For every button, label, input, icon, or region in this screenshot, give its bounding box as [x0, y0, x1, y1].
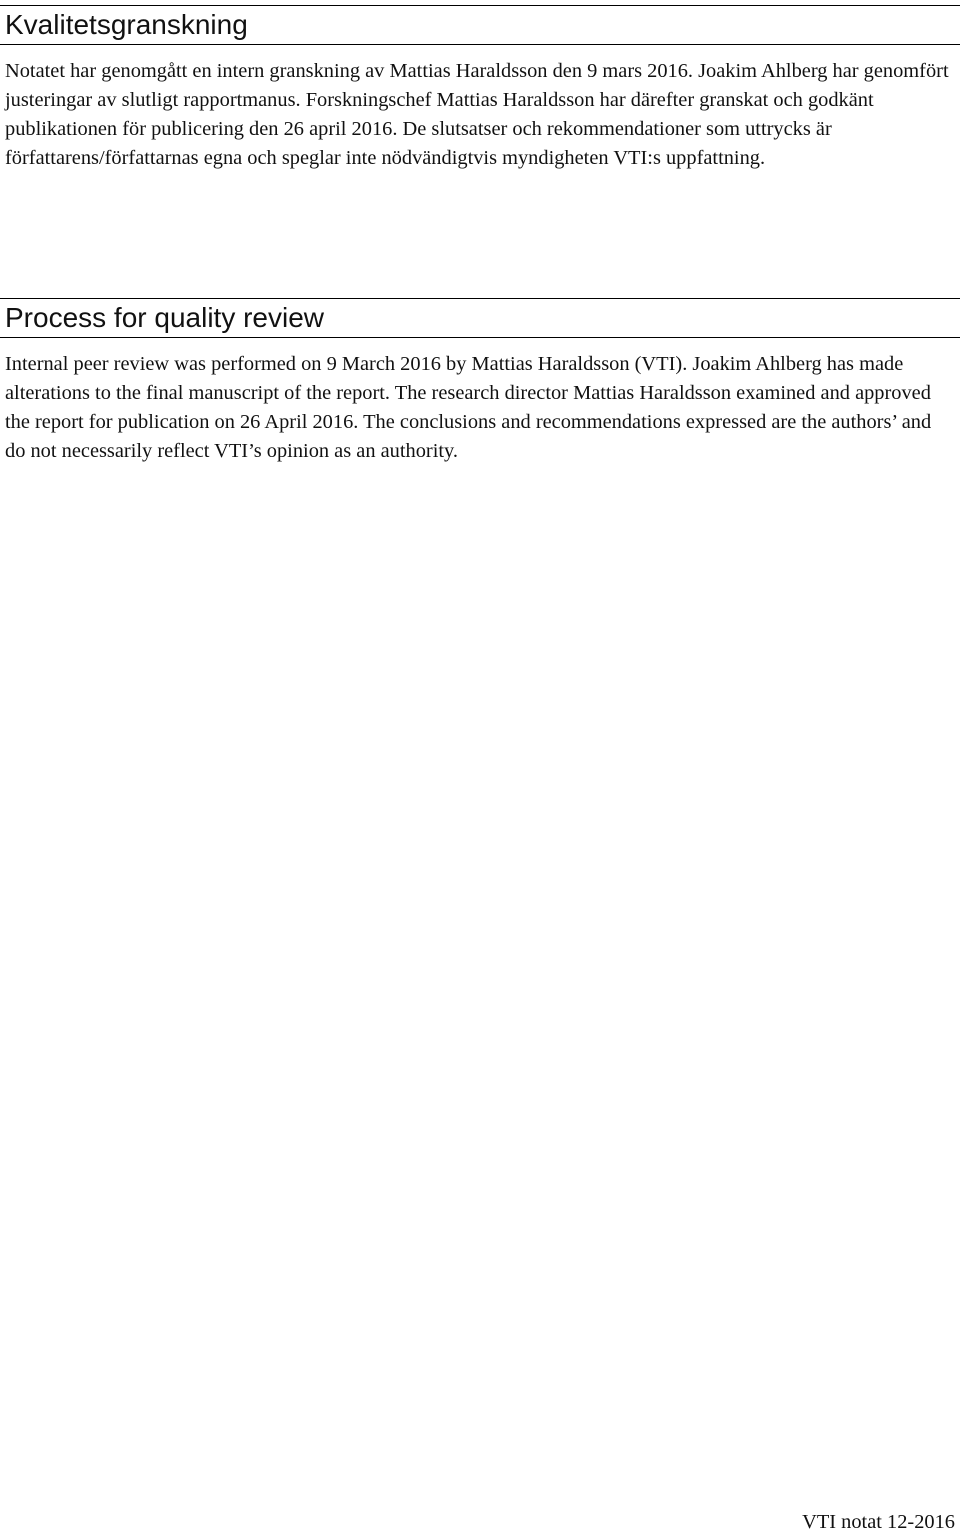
- page-footer-label: VTI notat 12-2016: [802, 1511, 955, 1533]
- section-heading-process-for-quality-review: Process for quality review: [0, 298, 960, 338]
- quality-review-section-english: [0, 298, 960, 466]
- section-body-swedish: Notatet har genomgått en intern granskning av Mattias Haraldsson den 9 mars 2016. Joakim Ahlberg har genomfört justeringar av slutligt rapportmanus. Forskningschef Mattias Haraldsson har därefter granskat och godkänt publikationen för publicering den 26 april 2016. De slutsatser och rekommendationer som uttrycks är författarens/författarnas egna och speglar inte nödvändigtvis myndigheten VTI:s uppfattning.: [5, 60, 949, 169]
- section-heading-kvalitetsgranskning: Kvalitetsgranskning: [0, 5, 960, 45]
- section-body-english: Internal peer review was performed on 9 March 2016 by Mattias Haraldsson (VTI). Joakim Ahlberg has made alterations to the final manuscript of the report. The research director Mattias Haraldsson examined and approved the report for publication on 26 April 2016. The conclusions and recommendations expressed are the authors’ and do not necessarily reflect VTI’s opinion as an authority.: [5, 353, 932, 462]
- quality-review-section-swedish: [0, 5, 960, 173]
